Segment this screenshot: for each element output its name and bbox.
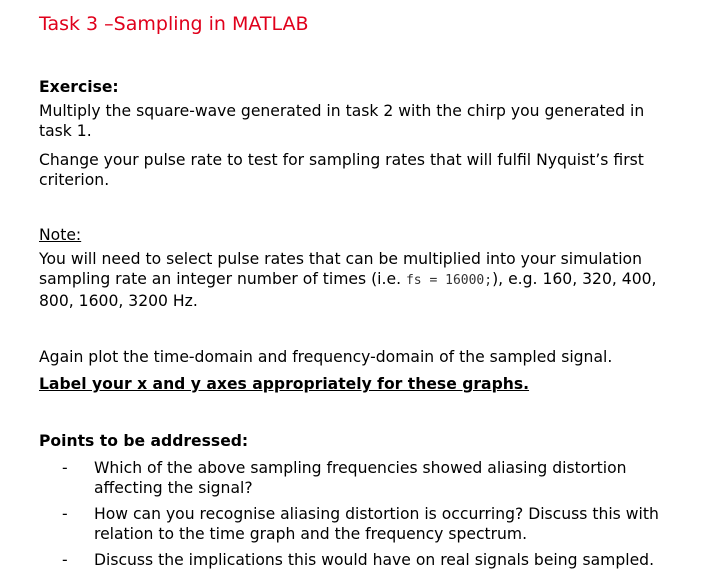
points-heading: Points to be addressed: [39,432,249,450]
bullet-dash: - [62,459,68,477]
bullet-dash: - [62,551,68,569]
note-code-snippet: fs = 16000; [405,273,493,288]
exercise-paragraph-2: Change your pulse rate to test for sampling rates that will fulfil Nyquist’s first criterion. [39,151,644,189]
list-item [62,550,682,570]
list-item-text: Discuss the implications this would have on real signals being sampled. [94,551,655,569]
note-heading: Note: [39,226,82,244]
bullet-dash: - [62,505,68,523]
list-item [62,458,682,498]
list-item-text: Which of the above sampling frequencies showed aliasing distortion affecting the signal? [94,459,627,497]
exercise-heading: Exercise: [39,78,119,96]
points-list [62,458,682,576]
note-text-after-code: ), e.g. 160, 320, 400, 800, 1600, 3200 Hz. [39,270,657,310]
exercise-paragraph-1: Multiply the square-wave generated in task 2 with the chirp you generated in task 1. [39,102,645,140]
list-item [62,504,682,544]
task-title: Task 3 –Sampling in MATLAB [39,13,309,35]
plot-instruction: Again plot the time-domain and frequency-domain of the sampled signal. [39,348,613,366]
label-axes-instruction: Label your x and y axes appropriately for these graphs. [39,375,530,393]
list-item-text: How can you recognise aliasing distortion is occurring? Discuss this with relation to the time graph and the frequency spectrum. [94,505,659,543]
note-paragraph [39,249,679,311]
note-text-before-code: You will need to select pulse rates that can be multiplied into your simulation sampling rate an integer number of times (i.e. [39,250,642,288]
